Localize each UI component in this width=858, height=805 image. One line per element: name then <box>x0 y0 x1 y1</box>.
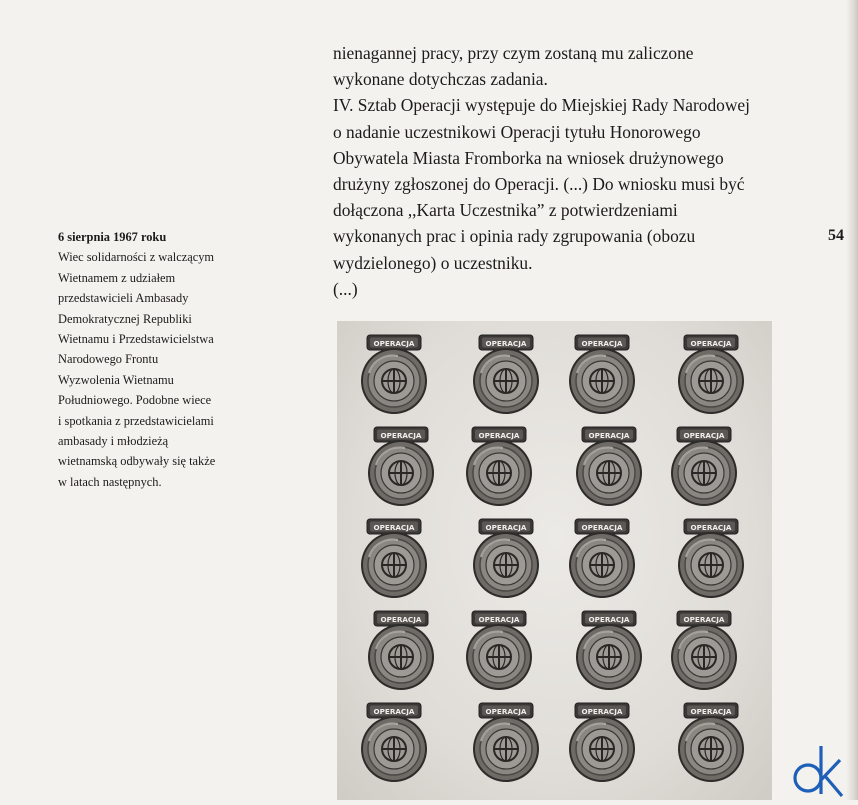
side-note-date: 6 sierpnia 1967 roku <box>58 230 167 244</box>
medal <box>576 611 642 690</box>
side-note-line: przedstawicieli Ambasady <box>58 291 189 306</box>
medal <box>671 611 737 690</box>
medal <box>569 703 635 782</box>
medal <box>678 335 744 414</box>
main-text-line: o nadanie uczestnikowi Operacji tytułu Honorowego <box>333 121 701 142</box>
medal-label: OPERACJA <box>380 615 422 624</box>
side-note-line: Wiec solidarności z walczącym <box>58 250 215 265</box>
medal-label: OPERACJA <box>690 707 732 716</box>
main-text-line: IV. Sztab Operacji występuje do Miejskiej Rady Narodowej <box>333 95 750 116</box>
medal-label: OPERACJA <box>373 523 415 532</box>
side-note-line: wietnamską odbywały się także <box>58 454 216 469</box>
medals-grid <box>337 321 772 800</box>
medal-label: OPERACJA <box>683 431 725 440</box>
medal-label: OPERACJA <box>683 615 725 624</box>
medal-label: OPERACJA <box>485 339 527 348</box>
side-note-line: Południowego. Podobne wiece <box>58 393 212 408</box>
medal <box>678 703 744 782</box>
side-note-line: ambasady i młodzieżą <box>58 434 169 449</box>
medal-label: OPERACJA <box>581 707 623 716</box>
medal <box>361 335 427 414</box>
side-note-line: Demokratycznej Republiki <box>58 311 192 326</box>
medals-photo <box>337 321 772 800</box>
main-text-line: Obywatela Miasta Fromborka na wniosek drużynowego <box>333 147 724 168</box>
main-text-line: dołączona ,,Karta Uczestnika” z potwierdzeniami <box>333 200 678 221</box>
medal-label: OPERACJA <box>485 523 527 532</box>
medal-label: OPERACJA <box>588 431 630 440</box>
main-text-line: drużyny zgłoszonej do Operacji. (...) Do wniosku musi być <box>333 174 745 195</box>
medal <box>361 703 427 782</box>
side-note-line: w latach następnych. <box>58 474 162 489</box>
main-text-line: wydzielonego) o uczestniku. <box>333 252 533 273</box>
page-spine-shadow <box>846 0 858 800</box>
medal <box>473 519 539 598</box>
main-text-line: nienagannej pracy, przy czym zostaną mu zaliczone <box>333 43 694 63</box>
medal <box>368 427 434 506</box>
medal-label: OPERACJA <box>478 615 520 624</box>
main-text-line: (...) <box>333 278 358 299</box>
medal-label: OPERACJA <box>588 615 630 624</box>
main-text-line: wykonane dotychczas zadania. <box>333 69 548 90</box>
medal <box>671 427 737 506</box>
side-note-line: Narodowego Frontu <box>58 352 159 367</box>
side-note-line: Wyzwolenia Wietnamu <box>58 372 174 387</box>
medal-label: OPERACJA <box>690 523 732 532</box>
medal <box>466 611 532 690</box>
medal <box>368 611 434 690</box>
medal-label: OPERACJA <box>485 707 527 716</box>
main-text <box>333 40 793 302</box>
page-number: 54 <box>828 227 844 244</box>
dk-logo-icon <box>790 742 848 800</box>
medal-label: OPERACJA <box>690 339 732 348</box>
medal-label: OPERACJA <box>373 707 415 716</box>
medal-label: OPERACJA <box>380 431 422 440</box>
medal <box>361 519 427 598</box>
medal <box>569 519 635 598</box>
side-note-line: Wietnamu i Przedstawicielstwa <box>58 332 214 347</box>
medal-label: OPERACJA <box>373 339 415 348</box>
side-note-line: Wietnamem z udziałem <box>58 270 176 285</box>
medal-label: OPERACJA <box>581 523 623 532</box>
side-note <box>58 227 238 492</box>
medal-label: OPERACJA <box>478 431 520 440</box>
medal <box>569 335 635 414</box>
side-note-line: i spotkania z przedstawicielami <box>58 413 214 428</box>
medal <box>473 703 539 782</box>
medal <box>576 427 642 506</box>
medal-label: OPERACJA <box>581 339 623 348</box>
medal <box>466 427 532 506</box>
medal <box>678 519 744 598</box>
medal <box>473 335 539 414</box>
main-text-line: wykonanych prac i opinia rady zgrupowania (obozu <box>333 226 696 247</box>
